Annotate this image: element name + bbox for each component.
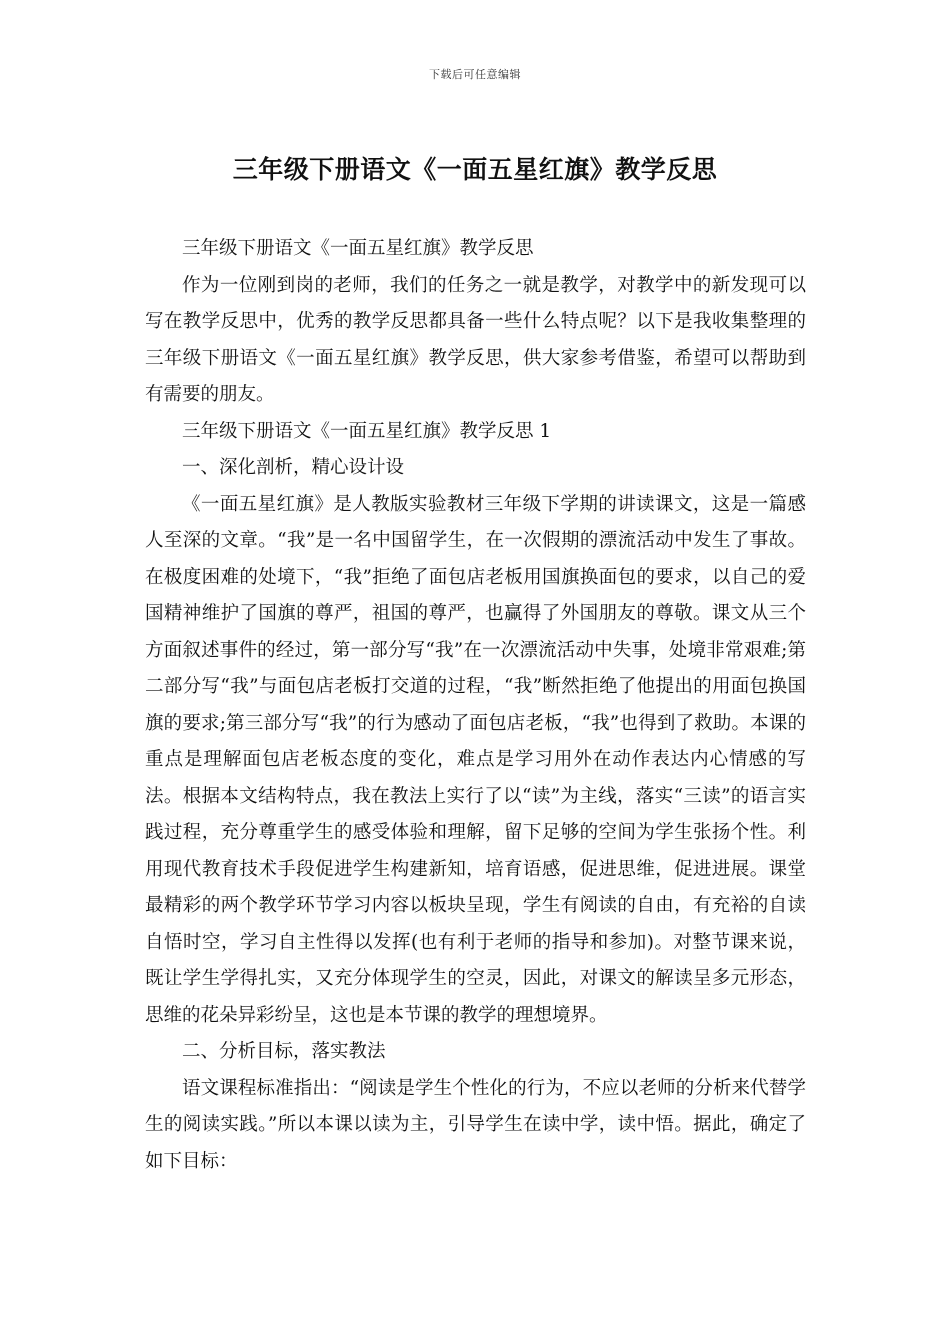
paragraph-subtitle: 三年级下册语文《一面五星红旗》教学反思: [182, 238, 534, 259]
header-note: 下载后可任意编辑: [429, 68, 521, 81]
document-title: 三年级下册语文《一面五星红旗》教学反思: [232, 155, 718, 184]
paragraph-analysis: 《一面五星红旗》是人教版实验教材三年级下学期的讲读课文，这是一篇感人至深的文章。“我”是一名中国留学生，在一次假期的漂流活动中发生了事故。在极度困难的处境下，“我”拒绝了面包店老板用国旗换面包的要求，以自己的爱国精神维护了国旗的尊严，祖国的尊严，也赢得了外国朋友的尊敬。课文从三个方面叙述事件的经过，第一部分写“我”在一次漂流活动中失事，处境非常艰难;第二部分写“我”与面包店老板打交道的过程，“我”断然拒绝了他提出的用面包换国旗的要求;第三部分写“我”的行为感动了面包店老板，“我”也得到了救助。本课的重点是理解面包店老板态度的变化，难点是学习用外在动作表达内心情感的写法。根据本文结构特点，我在教法上实行了以“读”为主线，落实“三读”的语言实践过程，充分尊重学生的感受体验和理解，留下足够的空间为学生张扬个性。利用现代教育技术手段促进学生构建新知，培育语感，促进思维，促进进展。课堂最精彩的两个教学环节学习内容以板块呈现，学生有阅读的自由，有充裕的自读自悟时空，学习自主性得以发挥(也有利于老师的指导和参加)。对整节课来说，既让学生学得扎实，又充分体现学生的空灵，因此，对课文的解读呈多元形态，思维的花朵异彩纷呈，这也是本节课的教学的理想境界。: [145, 493, 806, 1026]
document-body: [145, 231, 806, 1180]
paragraph-heading-1: 一、深化剖析，精心设计设: [182, 457, 405, 478]
paragraph-section-title: 三年级下册语文《一面五星红旗》教学反思 1: [182, 420, 552, 442]
paragraph-goals: 语文课程标准指出：“阅读是学生个性化的行为，不应以老师的分析来代替学生的阅读实践。”所以本课以读为主，引导学生在读中学，读中悟。据此，确定了如下目标：: [145, 1077, 806, 1172]
paragraph-heading-2: 二、分析目标，落实教法: [182, 1041, 386, 1062]
paragraph-intro: 作为一位刚到岗的老师，我们的任务之一就是教学，对教学中的新发现可以写在教学反思中，优秀的教学反思都具备一些什么特点呢？以下是我收集整理的三年级下册语文《一面五星红旗》教学反思，供大家参考借鉴，希望可以帮助到有需要的朋友。: [145, 274, 806, 405]
